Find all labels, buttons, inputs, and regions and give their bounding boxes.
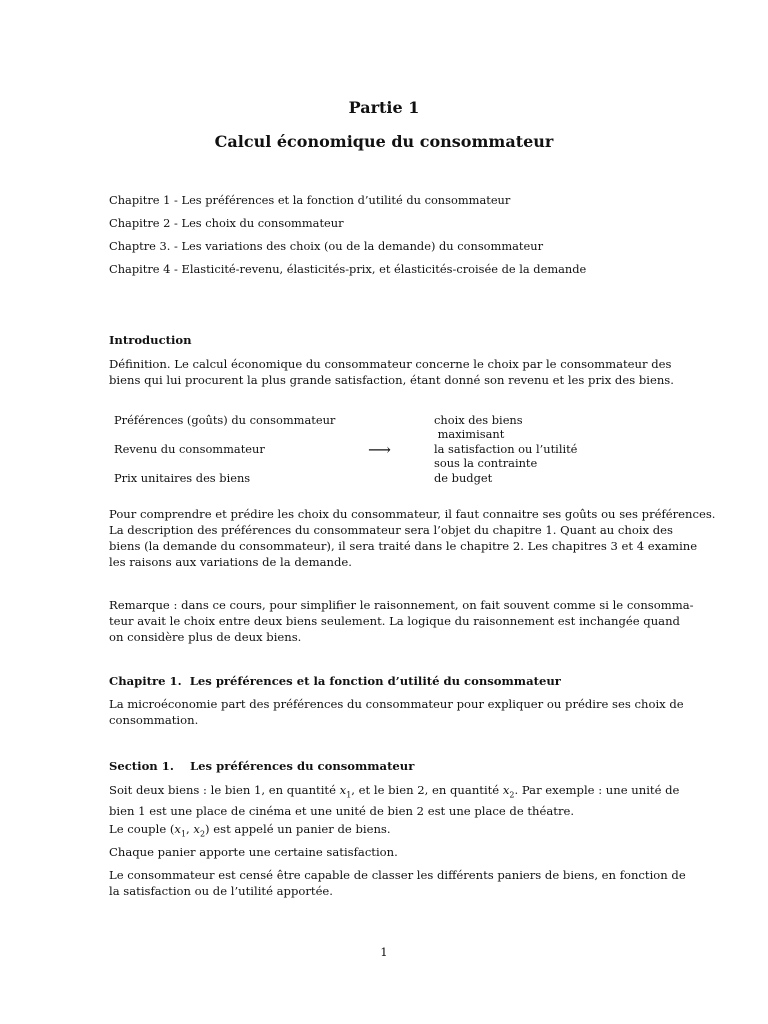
- text-segment: , et le bien 2, en quantité: [351, 783, 503, 797]
- text-line: Définition. Le calcul économique du consommateur concerne le choix par le consommateur des: [109, 357, 672, 371]
- text-line: Chaque panier apporte une certaine satisfaction.: [109, 845, 398, 859]
- text-line: Remarque : dans ce cours, pour simplifier le raisonnement, on fait souvent comme si le consomma-: [109, 598, 694, 612]
- scheme-left-3: Prix unitaires des biens: [114, 471, 251, 485]
- paragraph-preferences: [109, 506, 716, 570]
- toc-item-3: Chaptre 3. - Les variations des choix (ou de la demande) du consommateur: [109, 239, 544, 253]
- text-segment: . Par exemple : une unité de: [514, 783, 680, 797]
- toc-item-4: Chapitre 4 - Elasticité-revenu, élasticités-prix, et élasticités-croisée de la demande: [109, 262, 587, 276]
- text-line: on considère plus de deux biens.: [109, 630, 302, 644]
- definition-paragraph: [109, 356, 674, 388]
- text-line: Pour comprendre et prédire les choix du consommateur, il faut connaitre ses goûts ou ses préférences.: [109, 507, 716, 521]
- subscript: 1: [346, 790, 352, 800]
- variable-x: x: [502, 783, 510, 797]
- scheme-left-1: Préférences (goûts) du consommateur: [114, 413, 336, 427]
- subscript: 1: [180, 829, 187, 839]
- text-line: bien 1 est une place de cinéma et une unité de bien 2 est une place de théatre.: [109, 804, 575, 819]
- variable-x: x: [339, 783, 347, 797]
- subscript: 2: [199, 829, 206, 839]
- text-line: consommation.: [109, 713, 199, 727]
- toc-item-2: Chapitre 2 - Les choix du consommateur: [109, 216, 344, 230]
- scheme-right-5: de budget: [434, 471, 493, 485]
- chapter1-heading: Chapitre 1. Les préférences et la fonction d’utilité du consommateur: [109, 674, 561, 688]
- text-line: biens qui lui procurent la plus grande satisfaction, étant donné son revenu et les prix des biens.: [109, 373, 674, 387]
- variable-x: x: [193, 822, 200, 836]
- section1-paragraph-3: [109, 844, 659, 860]
- page-number: 1: [380, 945, 388, 959]
- text-segment: ,: [186, 822, 194, 836]
- toc-item-1: Chapitre 1 - Les préférences et la fonction d’utilité du consommateur: [109, 193, 511, 207]
- text-line: Le consommateur est censé être capable de classer les différents paniers de biens, en fonction de: [109, 868, 686, 882]
- text-line: La description des préférences du consommateur sera l’objet du chapitre 1. Quant au choix des: [109, 523, 673, 537]
- right-arrow-icon: ⟶: [368, 440, 391, 459]
- text-line: les raisons aux variations de la demande.: [109, 555, 352, 569]
- scheme-right-4: sous la contrainte: [434, 456, 538, 470]
- scheme-right-2: maximisant: [434, 427, 505, 441]
- text-line: La microéconomie part des préférences du consommateur pour expliquer ou prédire ses choix de: [109, 697, 684, 711]
- text-line: la satisfaction ou de l’utilité apportée.: [109, 884, 333, 898]
- scheme-right-1: choix des biens: [434, 413, 523, 427]
- variable-x: x: [174, 822, 181, 836]
- text-line: biens (la demande du consommateur), il sera traité dans le chapitre 2. Les chapitres 3 et 4 examine: [109, 539, 698, 553]
- text-segment: Soit deux biens : le bien 1, en quantité: [109, 783, 340, 797]
- section1-heading: Section 1. Les préférences du consommateur: [109, 759, 415, 773]
- section1-paragraph-4: [109, 867, 686, 899]
- text-line: [109, 821, 659, 842]
- text-line: teur avait le choix entre deux biens seulement. La logique du raisonnement est inchangée quand: [109, 614, 680, 628]
- chapter1-intro: [109, 696, 684, 728]
- scheme-right-3: la satisfaction ou l’utilité: [434, 442, 578, 456]
- text-segment: Le couple (: [109, 822, 175, 836]
- section1-paragraph-1: [109, 782, 680, 819]
- intro-heading: Introduction: [109, 333, 192, 347]
- document-page: [109, 0, 716, 1024]
- remark-paragraph: [109, 597, 694, 645]
- part-title: Calcul économique du consommateur: [214, 132, 554, 151]
- subscript: 2: [509, 790, 515, 800]
- text-segment: ) est appelé un panier de biens.: [205, 822, 391, 836]
- text-line: [109, 782, 680, 803]
- section1-paragraph-2: [109, 821, 659, 842]
- scheme-left-2: Revenu du consommateur: [114, 442, 265, 456]
- part-label: Partie 1: [348, 98, 420, 117]
